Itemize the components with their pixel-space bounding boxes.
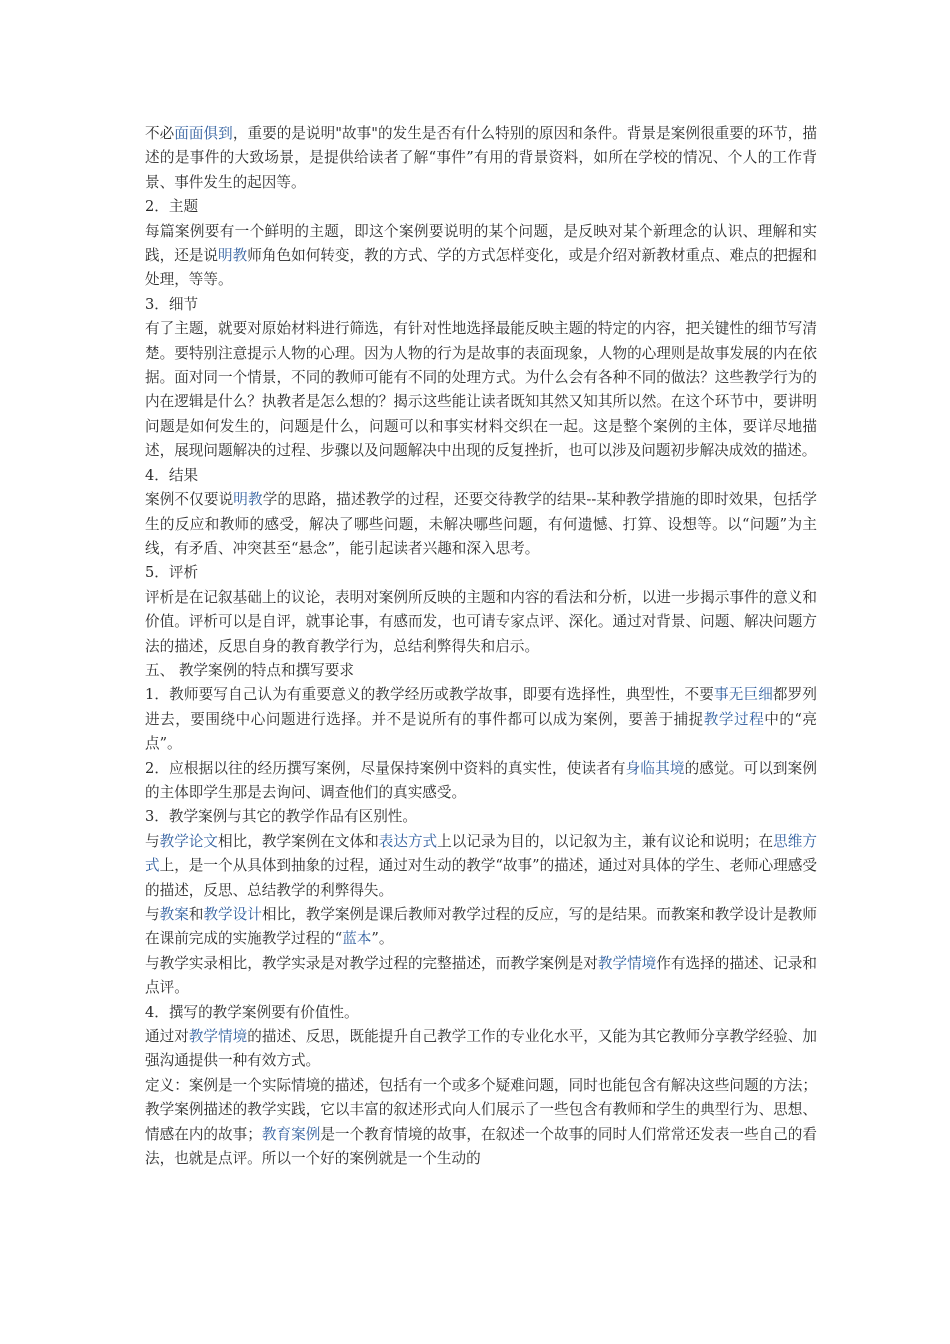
text-run: ”。 (371, 930, 394, 948)
text-run: 相比，教学案例在文体和 (218, 832, 379, 850)
text-run: 是一个教育情境的故事，在叙述一个故事的同时人们常常还发表一些自己的看法，也就是点评。所以一个好的案例就是一个生动的 (145, 1125, 817, 1168)
text-run: 3．细节 (145, 295, 199, 313)
paragraph (145, 952, 817, 1001)
text-run: 5．评析 (145, 564, 199, 582)
text-run: 2．主题 (145, 198, 199, 216)
hyperlink[interactable]: 明教 (233, 491, 263, 509)
text-run: 五、 教学案例的特点和撰写要求 (145, 661, 354, 679)
text-run: 案例不仅要说 (145, 491, 234, 509)
text-run: 与 (145, 906, 160, 923)
text-run: 学的思路，描述教学的过程，还要交待教学的结果--某种教学措施的即时效果，包括学生的反应和教师的感受，解决了哪些问题，未解决哪些问题，有何遗憾、打算、设想等。以“问题”为主线，有矛盾、冲突甚至“悬念”，能引起读者兴趣和深入思考。 (145, 491, 817, 557)
paragraph (145, 561, 817, 585)
paragraph (145, 903, 817, 952)
paragraph (145, 464, 817, 488)
text-run: 与教学实录相比，教学实录是对教学过程的完整描述，而教学案例是对 (145, 954, 598, 972)
text-run: 的感觉。可以到案例的主体即学生那是去询问、调查他们的真实感受。 (145, 759, 817, 801)
hyperlink[interactable]: 思维方式 (145, 832, 817, 875)
text-run: 有了主题，就要对原始材料进行筛选，有针对性地选择最能反映主题的特定的内容，把关键性的细节写清楚。要特别注意提示人物的心理。因为人物的行为是故事的表面现象，人物的心理则是故事发展的内在依据。面对同一个情景，不同的教师可能有不同的处理方式。为什么会有各种不同的做法？这些教学行为的内在逻辑是什么？执教者是怎么想的？揭示这些能让读者既知其然又知其所以然。在这个环节中，要讲明问题是如何发生的，问题是什么，问题可以和事实材料交织在一起。这是整个案例的主体，要详尽地描述，展现问题解决的过程、步骤以及问题解决中出现的反复挫折，也可以涉及问题初步解决成效的描述。 (145, 320, 817, 460)
paragraph (145, 317, 817, 463)
text-run: 定义：案例是一个实际情境的描述，包括有一个或多个疑难问题，同时也能包含有解决这些问题的方法；教学案例描述的教学实践，它以丰富的叙述形式向人们展示了一些包含有教师和学生的典型行为、思想、情感在内的故事； (145, 1076, 817, 1143)
paragraph (145, 1025, 817, 1074)
paragraph (145, 659, 817, 683)
paragraph (145, 293, 817, 317)
text-run: 作有选择的描述、记录和点评。 (145, 954, 817, 997)
paragraph (145, 683, 817, 756)
paragraph (145, 195, 817, 219)
hyperlink[interactable]: 面面俱到 (174, 125, 233, 142)
paragraph (145, 830, 817, 903)
text-run: ，重要的是说明"故事"的发生是否有什么特别的原因和条件。背景是案例很重要的环节，描述的是事件的大致场景，是提供给读者了解“事件”有用的背景资料，如所在学校的情况、个人的工作背景、事件发生的起因等。 (145, 125, 817, 191)
paragraph (145, 757, 817, 806)
paragraph (145, 122, 817, 195)
paragraph (145, 1074, 817, 1172)
text-run: 3．教学案例与其它的教学作品有区别性。 (145, 808, 417, 826)
text-run: 师角色如何转变，教的方式、学的方式怎样变化，或是介绍对新教材重点、难点的把握和处理，等等。 (145, 247, 817, 289)
paragraph (145, 488, 817, 561)
text-run: 都罗列进去，要围绕中心问题进行选择。并不是说所有的事件都可以成为案例，要善于捕捉 (145, 686, 817, 728)
paragraph (145, 805, 817, 829)
text-run: 中的“亮点”。 (145, 710, 817, 753)
text-run: 4．撰写的教学案例要有价值性。 (145, 1003, 359, 1021)
paragraph (145, 220, 817, 293)
text-run: 4．结果 (145, 466, 199, 484)
hyperlink[interactable]: 身临其境 (625, 759, 685, 777)
text-run: 评析是在记叙基础上的议论，表明对案例所反映的主题和内容的看法和分析，以进一步揭示事件的意义和价值。评析可以是自评，就事论事，有感而发，也可请专家点评、深化。通过对背景、问题、解决问题方法的描述，反思自身的教育教学行为，总结利弊得失和启示。 (145, 588, 817, 655)
text-run: 通过对 (145, 1028, 189, 1046)
hyperlink[interactable]: 教育案例 (261, 1125, 321, 1143)
text-run: 上，是一个从具体到抽象的过程，通过对生动的教学“故事”的描述，通过对具体的学生、老师心理感受的描述，反思、总结教学的利弊得失。 (145, 857, 817, 899)
hyperlink[interactable]: 蓝本 (342, 930, 372, 948)
hyperlink[interactable]: 教学论文 (159, 832, 219, 850)
text-run: 与 (145, 832, 160, 850)
paragraph (145, 586, 817, 659)
text-run: 的描述、反思，既能提升自己教学工作的专业化水平，又能为其它教师分享教学经验、加强沟通提供一种有效方式。 (145, 1028, 817, 1070)
text-run: 和 (188, 906, 204, 923)
text-run: 不必 (145, 125, 175, 142)
text-run: 上以记录为目的，以记叙为主，兼有议论和说明；在 (437, 832, 774, 850)
text-run: 每篇案例要有一个鲜明的主题，即这个案例要说明的某个问题，是反映对某个新理念的认识、理解和实践，还是说 (145, 222, 817, 265)
hyperlink[interactable]: 教学设计 (203, 906, 262, 923)
paragraph (145, 1001, 817, 1025)
hyperlink[interactable]: 教案 (159, 906, 189, 923)
text-run: 2．应根据以往的经历撰写案例，尽量保持案例中资料的真实性，使读者有 (145, 759, 626, 777)
hyperlink[interactable]: 教学情境 (188, 1028, 248, 1046)
hyperlink[interactable]: 明教 (218, 247, 248, 265)
text-run: 相比，教学案例是课后教师对教学过程的反应，写的是结果。而教案和教学设计是教师在课前完成的实施教学过程的“ (145, 906, 817, 948)
hyperlink[interactable]: 教学情境 (597, 954, 657, 972)
hyperlink[interactable]: 表达方式 (378, 832, 438, 850)
hyperlink[interactable]: 教学过程 (703, 710, 765, 728)
text-run: 1．教师要写自己认为有重要意义的教学经历或教学故事，即要有选择性，典型性，不要 (145, 686, 715, 704)
hyperlink[interactable]: 事无巨细 (714, 686, 773, 704)
document-body (145, 122, 817, 1171)
